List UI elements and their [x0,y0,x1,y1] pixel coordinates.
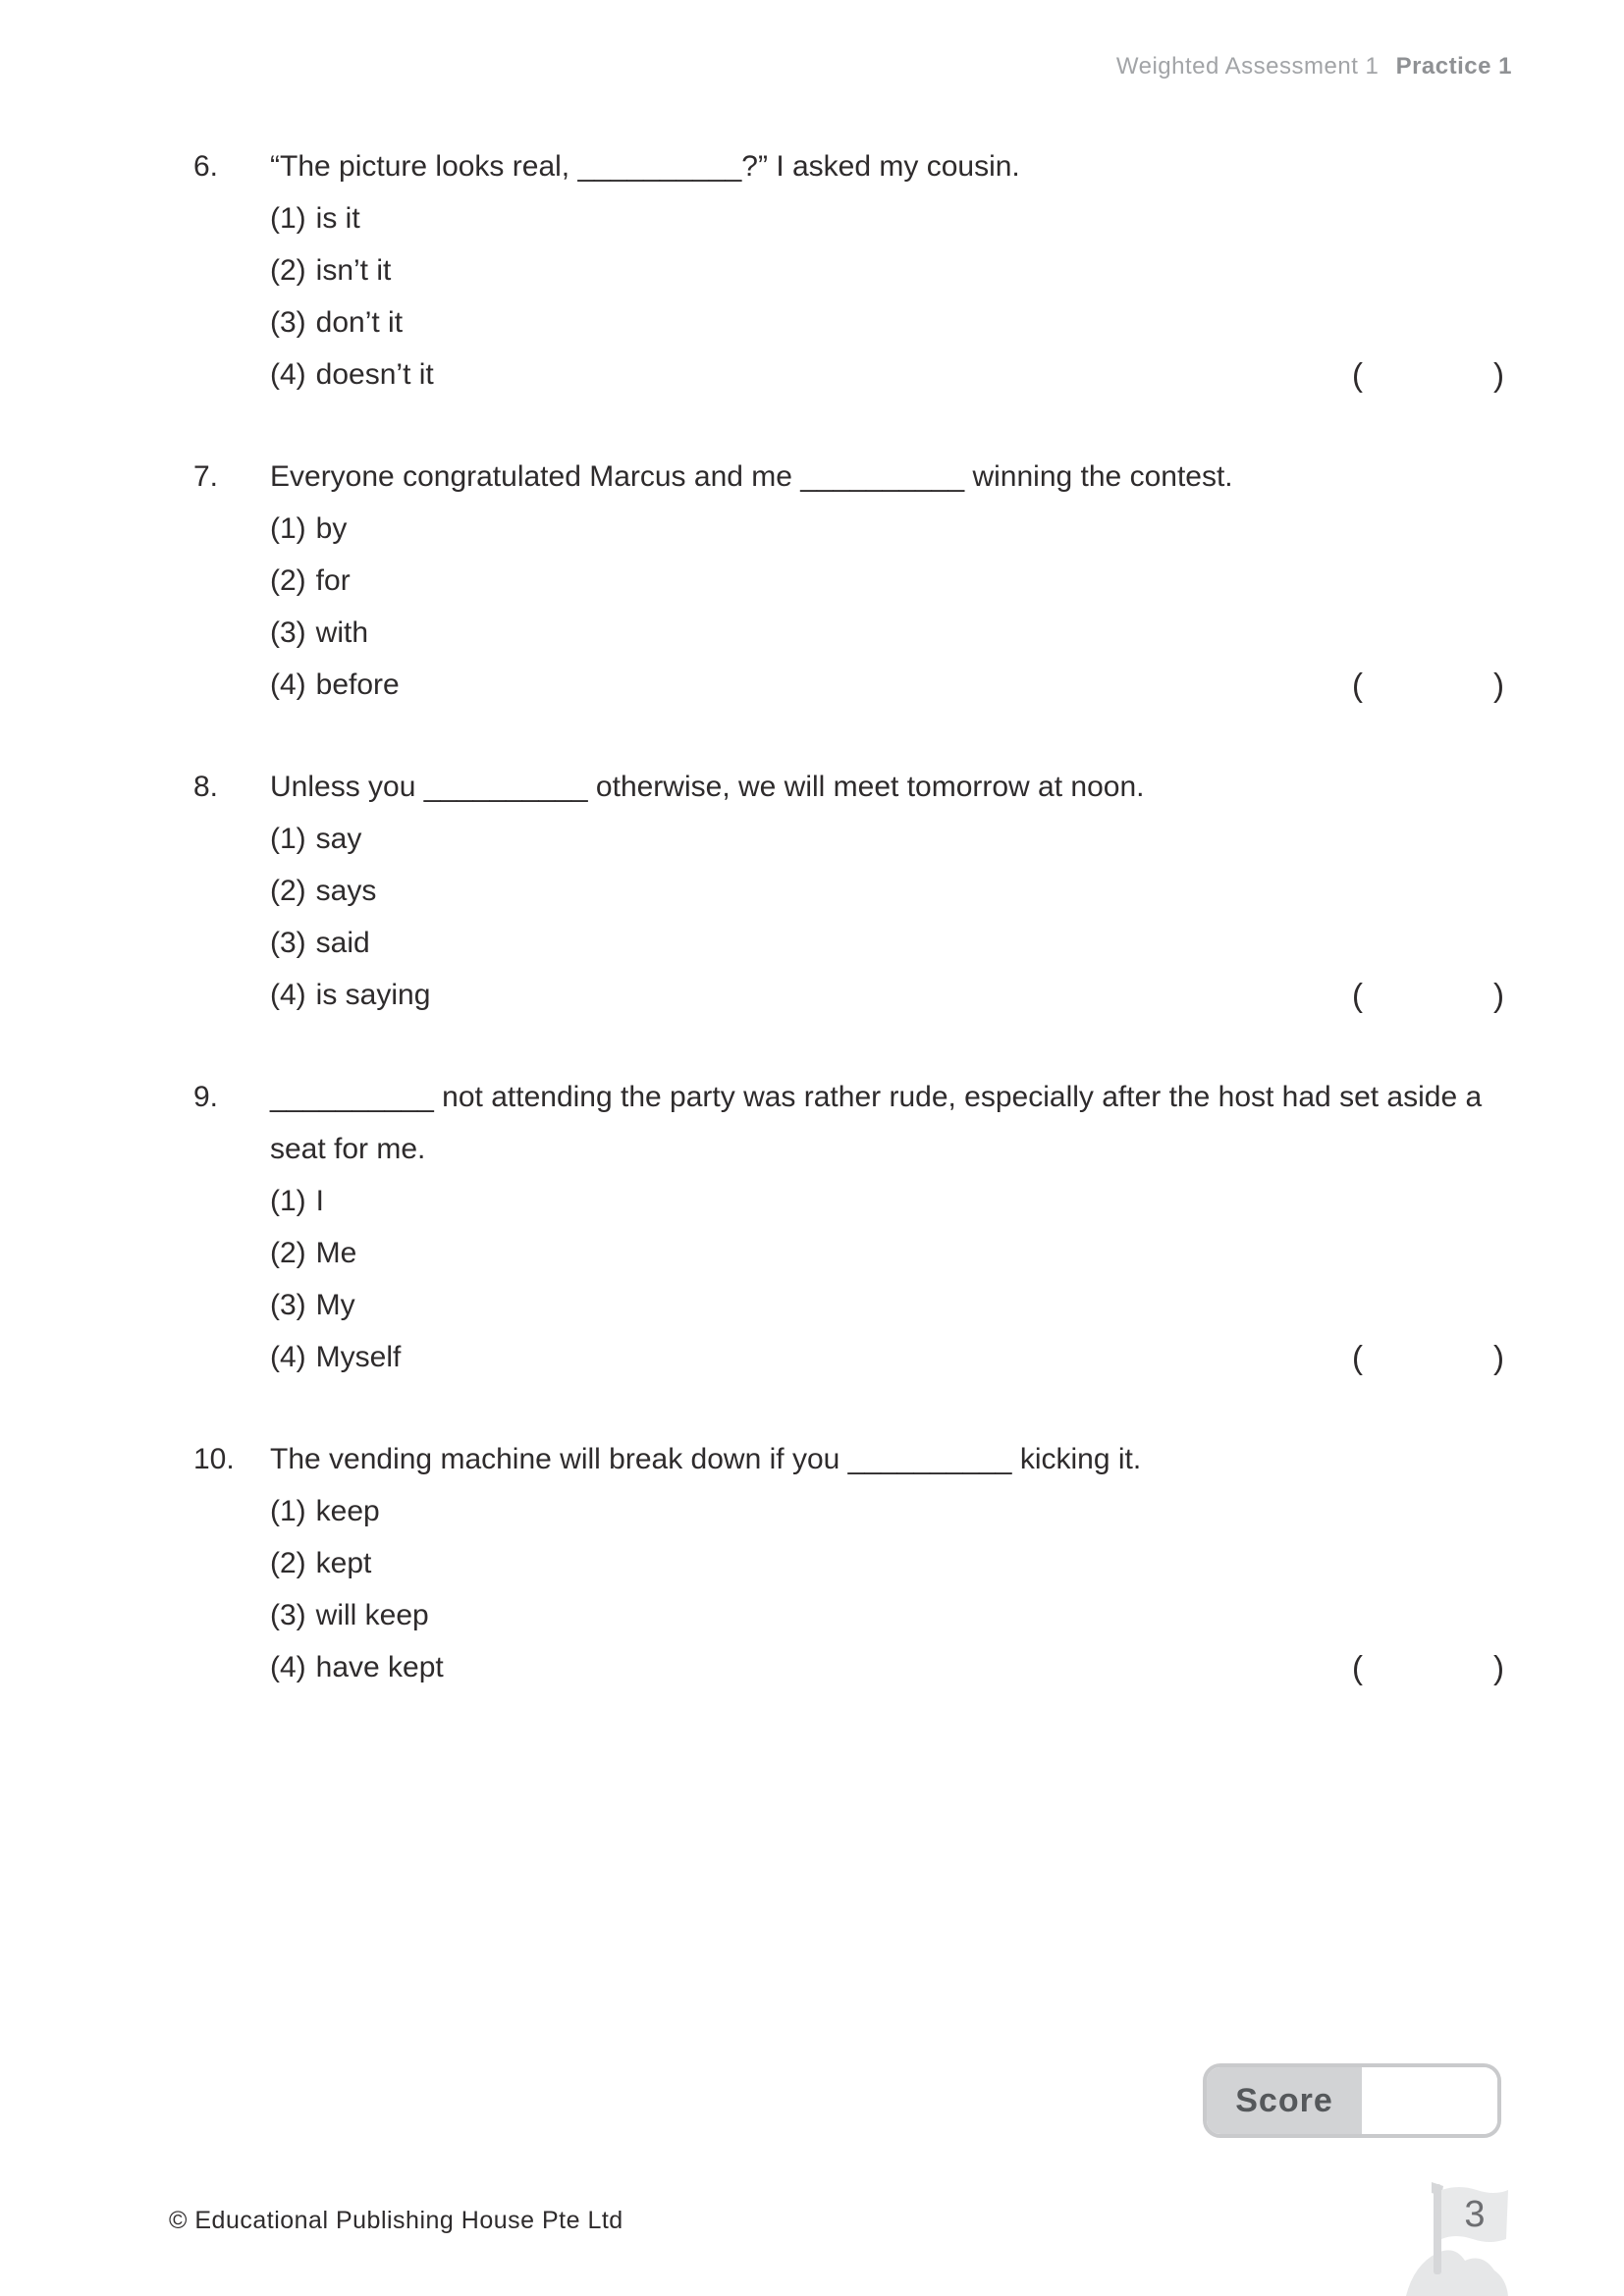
question-number: 7. [193,460,219,493]
option-1: (1) say [270,823,362,855]
option-2: (2) Me [270,1237,357,1269]
header-practice-title: Practice 1 [1395,53,1512,80]
score-box [1203,2063,1501,2138]
option-2: (2) for [270,564,351,597]
option-1: (1) I [270,1185,325,1217]
answer-bracket: ( ) [1352,667,1504,703]
question-9 [193,1071,1504,1383]
question-number: 10. [193,1443,235,1475]
question-stem: “The picture looks real, __________?” I asked my cousin. [270,150,1020,183]
option-1: (1) is it [270,202,360,235]
score-entry-area [1362,2067,1497,2134]
page-header [1116,51,1512,82]
page-number-flag-icon [1404,2180,1532,2296]
option-3: (3) will keep [270,1599,429,1631]
question-number: 8. [193,771,219,803]
score-label: Score [1235,2081,1333,2119]
score-label-cell [1207,2067,1362,2134]
option-4: (4) is saying [270,979,431,1011]
page-number: 3 [1464,2194,1486,2235]
option-4: (4) have kept [270,1651,444,1683]
question-6 [193,140,1504,400]
option-2: (2) kept [270,1547,372,1579]
option-3: (3) with [270,616,369,649]
question-10 [193,1433,1504,1693]
answer-bracket: ( ) [1352,1649,1504,1685]
option-2: (2) isn’t it [270,254,392,287]
question-stem: __________ not attending the party was rather rude, especially after the host had set aside a seat for me. [270,1081,1483,1165]
option-3: (3) said [270,927,370,959]
question-list [193,140,1504,1743]
option-4: (4) before [270,668,400,701]
option-4: (4) doesn’t it [270,358,434,391]
question-number: 6. [193,150,219,183]
option-1: (1) by [270,512,348,545]
question-7 [193,451,1504,711]
copyright-notice: © Educational Publishing House Pte Ltd [169,2207,623,2234]
answer-bracket: ( ) [1352,977,1504,1013]
option-2: (2) says [270,875,377,907]
question-8 [193,761,1504,1021]
header-assessment-title: Weighted Assessment 1 [1115,53,1380,80]
answer-bracket: ( ) [1352,1339,1504,1375]
flag-mound [1406,2250,1508,2296]
answer-bracket: ( ) [1352,356,1504,393]
option-1: (1) keep [270,1495,380,1527]
option-3: (3) don’t it [270,306,404,339]
flag-pole [1434,2184,1441,2274]
option-4: (4) Myself [270,1341,402,1373]
question-number: 9. [193,1081,219,1113]
question-stem: The vending machine will break down if you __________ kicking it. [270,1443,1142,1475]
question-stem: Unless you __________ otherwise, we will meet tomorrow at noon. [270,771,1145,803]
question-stem: Everyone congratulated Marcus and me __________ winning the contest. [270,460,1233,493]
option-3: (3) My [270,1289,355,1321]
